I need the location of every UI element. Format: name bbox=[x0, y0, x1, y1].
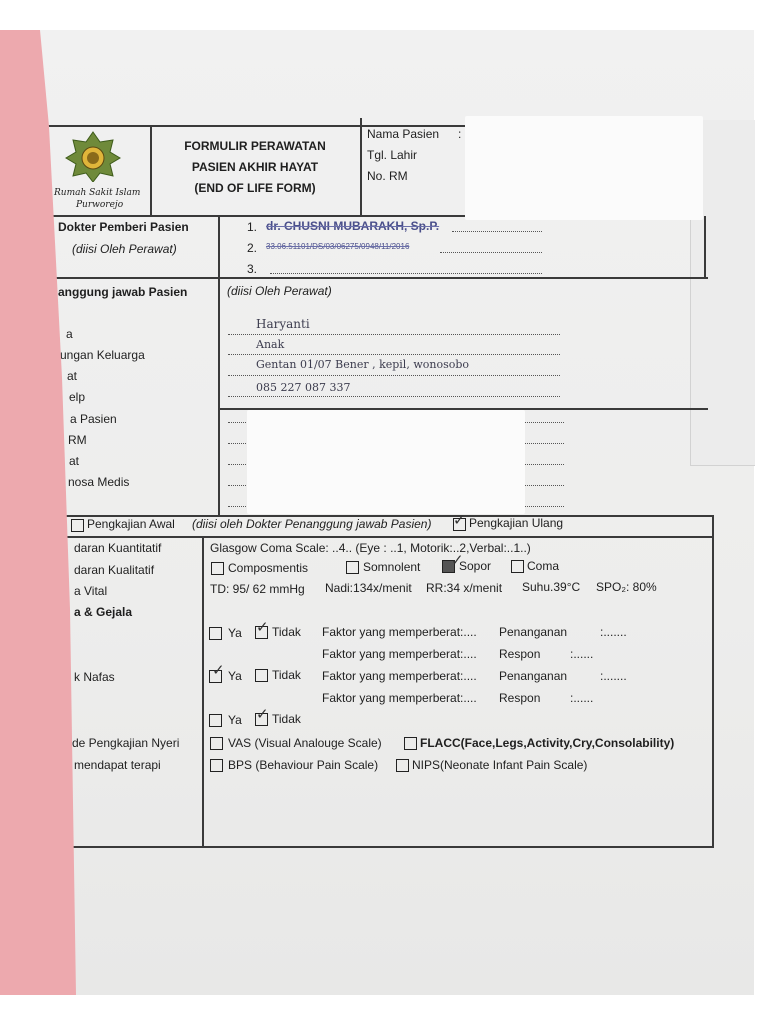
rule-assessment-header-bottom bbox=[48, 536, 714, 538]
breath-factor-2: Faktor yang memperberat:.... bbox=[322, 691, 477, 705]
breath-treatment-value: :....... bbox=[600, 669, 627, 683]
vas-checkbox[interactable] bbox=[210, 737, 223, 750]
patient-id-redaction bbox=[465, 116, 703, 220]
vital-temperature: Suhu.39°C bbox=[522, 580, 581, 594]
sopor-check-icon: ✓ bbox=[451, 552, 464, 569]
initial-assessment-label: Pengkajian Awal bbox=[87, 517, 175, 531]
guardian-address-line bbox=[228, 375, 560, 376]
guardian-sublabel: (diisi Oleh Perawat) bbox=[227, 284, 332, 298]
guardian-name-line bbox=[228, 334, 560, 335]
repeat-assessment-check-icon: ✓ bbox=[453, 512, 466, 529]
rule-assessment-right bbox=[712, 515, 714, 848]
form-title-line-1: FORMULIR PERAWATAN bbox=[184, 139, 326, 153]
symptom3-ya-label: Ya bbox=[228, 713, 242, 727]
composmentis-label: Composmentis bbox=[228, 561, 309, 575]
nips-label: NIPS(Neonate Infant Pain Scale) bbox=[412, 758, 588, 772]
rule-bottom bbox=[48, 846, 714, 848]
initial-assessment-checkbox[interactable] bbox=[71, 519, 84, 532]
rule-logo-right bbox=[150, 125, 152, 216]
symptom1-tidak-check-icon: ✓ bbox=[256, 619, 269, 636]
symptom1-response-label: Respon bbox=[499, 647, 541, 661]
doctor-number-3: 3. bbox=[247, 262, 258, 276]
guardian-address-label: at bbox=[67, 369, 78, 383]
therapy-label: mendapat terapi bbox=[74, 758, 161, 772]
doctor-number-2: 2. bbox=[247, 241, 258, 255]
form-title-line-3: (END OF LIFE FORM) bbox=[194, 181, 316, 195]
patient-section-address-label: at bbox=[69, 454, 80, 468]
symptom1-treatment-value: :....... bbox=[600, 625, 627, 639]
guardian-phone-value: 085 227 087 337 bbox=[256, 381, 351, 394]
rule-doctor-bottom bbox=[48, 277, 708, 279]
breath-response-value: :...... bbox=[570, 691, 594, 705]
symptom3-tidak-check-icon: ✓ bbox=[256, 706, 269, 723]
vital-respiration: RR:34 x/menit bbox=[426, 581, 503, 595]
coma-label: Coma bbox=[527, 559, 560, 573]
vas-label: VAS (Visual Analouge Scale) bbox=[228, 736, 382, 750]
breath-label: k Nafas bbox=[74, 670, 115, 684]
guardian-relation-label: ungan Keluarga bbox=[60, 348, 145, 362]
composmentis-checkbox[interactable] bbox=[211, 562, 224, 575]
rule-column-lower bbox=[202, 537, 204, 847]
doctor-registration-number: 33.06.51101/DS/03/06275/0948/11/2016 bbox=[266, 242, 410, 251]
vital-pulse: Nadi:134x/menit bbox=[325, 581, 412, 595]
somnolent-label: Somnolent bbox=[363, 560, 421, 574]
symptom1-ya-checkbox[interactable] bbox=[209, 627, 222, 640]
breath-tidak-label: Tidak bbox=[272, 668, 301, 682]
bps-checkbox[interactable] bbox=[210, 759, 223, 772]
repeat-assessment-label: Pengkajian Ulang bbox=[469, 516, 564, 530]
symptom1-treatment-label: Penanganan bbox=[499, 625, 568, 639]
guardian-relation-value: Anak bbox=[256, 338, 285, 351]
symptom1-response-value: :...... bbox=[570, 647, 594, 661]
breath-tidak-checkbox[interactable] bbox=[255, 669, 268, 682]
breath-ya-label: Ya bbox=[228, 669, 242, 683]
rm-number-label: No. RM bbox=[367, 169, 408, 183]
nips-checkbox[interactable] bbox=[396, 759, 409, 772]
guardian-name-value: Haryanti bbox=[256, 317, 310, 331]
patient-section-diagnosis-label: nosa Medis bbox=[68, 475, 130, 489]
hospital-name: Rumah Sakit Islam bbox=[54, 188, 141, 198]
guardian-phone-label: elp bbox=[69, 390, 86, 404]
form-title-line-2: PASIEN AKHIR HAYAT bbox=[191, 160, 319, 174]
vital-td: TD: 95/ 62 mmHg bbox=[210, 582, 305, 596]
rule-doctor-right bbox=[704, 216, 706, 278]
sopor-label: Sopor bbox=[459, 559, 492, 573]
breath-treatment-label: Penanganan bbox=[499, 669, 568, 683]
gcs-text: Glasgow Coma Scale: ..4.. (Eye : ..1, Motorik:..2,Verbal:..1..) bbox=[210, 541, 531, 555]
symptom1-factor: Faktor yang memperberat:.... bbox=[322, 625, 477, 639]
flacc-label: FLACC(Face,Legs,Activity,Cry,Consolability) bbox=[420, 736, 675, 750]
breath-ya-check-icon: ✓ bbox=[212, 662, 225, 679]
pain-method-label: de Pengkajian Nyeri bbox=[72, 736, 180, 750]
patient-section-name-label: a Pasien bbox=[70, 412, 117, 426]
hospital-city: Purworejo bbox=[76, 200, 124, 210]
patient-name-label: Nama Pasien bbox=[367, 127, 440, 141]
bps-label: BPS (Behaviour Pain Scale) bbox=[228, 758, 379, 772]
vital-signs-label: a Vital bbox=[74, 584, 108, 598]
guardian-name-label: a bbox=[66, 327, 73, 341]
coma-checkbox[interactable] bbox=[511, 560, 524, 573]
hospital-logo-icon bbox=[58, 130, 128, 182]
guardian-label: anggung jawab Pasien bbox=[58, 285, 188, 299]
patient-info-redaction bbox=[247, 410, 525, 514]
symptom3-tidak-label: Tidak bbox=[272, 712, 301, 726]
doctor-name-1: dr. CHUSNI MUBARAKH, Sp.P. bbox=[266, 219, 440, 233]
doctor-label: Dokter Pemberi Pasien bbox=[58, 220, 189, 234]
birth-date-label: Tgl. Lahir bbox=[367, 148, 418, 162]
initial-assessment-note: (diisi oleh Dokter Penanggung jawab Pasien) bbox=[192, 517, 432, 531]
doctor-line-3 bbox=[270, 273, 542, 274]
patient-section-rm-label: RM bbox=[68, 433, 87, 447]
signs-symptoms-label: a & Gejala bbox=[74, 605, 133, 619]
guardian-phone-line bbox=[228, 396, 560, 397]
quantitative-consciousness-label: daran Kuantitatif bbox=[74, 541, 162, 555]
patient-name-colon: : bbox=[458, 127, 462, 141]
somnolent-checkbox[interactable] bbox=[346, 561, 359, 574]
flacc-checkbox[interactable] bbox=[404, 737, 417, 750]
symptom3-ya-checkbox[interactable] bbox=[209, 714, 222, 727]
vital-spo2: SPO₂: 80% bbox=[596, 580, 657, 594]
symptom1-tidak-label: Tidak bbox=[272, 625, 301, 639]
doctor-line-1 bbox=[452, 231, 542, 232]
symptom1-ya-label: Ya bbox=[228, 626, 242, 640]
rule-column-upper bbox=[218, 216, 220, 516]
doctor-sublabel: (diisi Oleh Perawat) bbox=[72, 242, 177, 256]
qualitative-consciousness-label: daran Kualitatif bbox=[74, 563, 155, 577]
symptom1-factor-2: Faktor yang memperberat:.... bbox=[322, 647, 477, 661]
breath-factor: Faktor yang memperberat:.... bbox=[322, 669, 477, 683]
doctor-number-1: 1. bbox=[247, 220, 258, 234]
breath-response-label: Respon bbox=[499, 691, 541, 705]
rule-title-right bbox=[360, 118, 362, 216]
guardian-relation-line bbox=[228, 354, 560, 355]
doctor-line-2 bbox=[440, 252, 542, 253]
guardian-address-value: Gentan 01/07 Bener , kepil, wonosobo bbox=[256, 358, 469, 371]
